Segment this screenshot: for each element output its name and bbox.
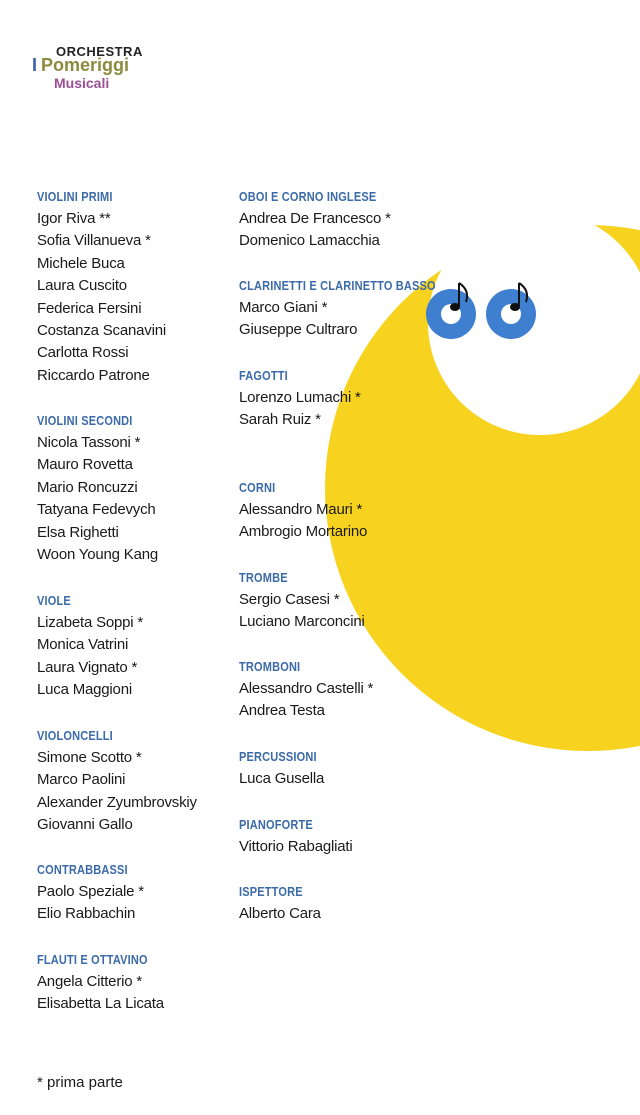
member-name: Nicola Tassoni *	[37, 434, 141, 451]
section-title: PIANOFORTE	[239, 818, 313, 832]
section-viole	[37, 594, 143, 702]
member-name: Angela Citterio *	[37, 973, 142, 990]
section-title: FAGOTTI	[239, 369, 288, 383]
orchestra-logo	[32, 44, 152, 104]
section-title: ISPETTORE	[239, 885, 303, 899]
section-flauti-e-ottavino	[37, 953, 164, 1016]
footnote: * prima parte	[37, 1074, 123, 1091]
section-corni	[239, 481, 367, 544]
section-fagotti	[239, 369, 361, 432]
member-name: Paolo Speziale *	[37, 883, 144, 900]
member-name: Michele Buca	[37, 254, 125, 272]
member-name: Luca Gusella	[239, 770, 325, 787]
member-name: Sergio Casesi *	[239, 591, 340, 608]
member-name: Tatyana Fedevych	[37, 501, 156, 519]
member-name: Riccardo Patrone	[37, 366, 150, 384]
section-violini-secondi	[37, 414, 158, 566]
section-title: TROMBONI	[239, 660, 301, 674]
member-name: Elsa Righetti	[37, 523, 119, 541]
member-name: Lizabeta Soppi *	[37, 614, 144, 631]
member-name: Igor Riva **	[37, 210, 111, 227]
section-tromboni	[239, 660, 373, 723]
member-name: Elisabetta La Licata	[37, 995, 164, 1013]
section-title: CLARINETTI E CLARINETTO BASSO	[239, 279, 436, 293]
member-name: Alessandro Castelli *	[239, 680, 374, 697]
member-name: Sofia Villanueva *	[37, 232, 151, 250]
logo-line-orchestra: ORCHESTRA	[56, 44, 143, 59]
section-violoncelli	[37, 729, 197, 837]
member-name: Costanza Scanavini	[37, 322, 166, 340]
member-name: Simone Scotto *	[37, 749, 142, 766]
section-ispettore	[239, 885, 321, 925]
section-title: VIOLONCELLI	[37, 729, 113, 743]
member-name: Laura Vignato *	[37, 658, 138, 676]
member-name: Luca Maggioni	[37, 681, 132, 699]
section-title: VIOLINI SECONDI	[37, 414, 133, 428]
member-name: Alberto Cara	[239, 905, 321, 922]
member-name: Alexander Zyumbrovskiy	[37, 793, 197, 811]
section-contrabbassi	[37, 863, 144, 926]
member-name: Andrea De Francesco *	[239, 210, 391, 227]
logo-pomeriggi-text: Pomeriggi	[41, 55, 130, 75]
member-name: Marco Giani *	[239, 299, 328, 316]
member-name: Carlotta Rossi	[37, 344, 129, 362]
section-title: VIOLE	[37, 594, 71, 608]
member-name: Marco Paolini	[37, 771, 126, 789]
member-name: Laura Cuscito	[37, 277, 127, 295]
section-oboi-e-corno-inglese	[239, 190, 395, 253]
member-name: Federica Fersini	[37, 299, 142, 317]
member-name: Vittorio Rabagliati	[239, 838, 353, 855]
section-title: PERCUSSIONI	[239, 750, 317, 764]
member-name: Mauro Rovetta	[37, 456, 133, 474]
logo-line-musicali: Musicali	[54, 75, 110, 91]
section-title: VIOLINI PRIMI	[37, 190, 113, 204]
member-name: Woon Young Kang	[37, 546, 159, 564]
member-name: Sarah Ruiz *	[239, 411, 321, 429]
member-name: Giuseppe Cultraro	[239, 321, 358, 339]
member-name: Elio Rabbachin	[37, 905, 136, 923]
section-pianoforte	[239, 818, 353, 858]
section-clarinetti	[239, 279, 463, 342]
member-name: Giovanni Gallo	[37, 816, 133, 834]
logo-bar: I	[32, 55, 38, 75]
member-name: Alessandro Mauri *	[239, 501, 363, 518]
member-name: Luciano Marconcini	[239, 613, 365, 631]
section-title: TROMBE	[239, 571, 288, 585]
logo-line-pomeriggi	[32, 55, 129, 76]
member-name: Andrea Testa	[239, 702, 325, 720]
section-violini-primi	[37, 190, 166, 387]
member-name: Monica Vatrini	[37, 636, 129, 654]
member-name: Ambrogio Mortarino	[239, 523, 368, 541]
section-trombe	[239, 571, 365, 634]
member-name: Lorenzo Lumachi *	[239, 389, 361, 406]
member-name: Domenico Lamacchia	[239, 232, 380, 250]
section-title: CORNI	[239, 481, 276, 495]
section-title: CONTRABBASSI	[37, 863, 128, 877]
section-title: OBOI E CORNO INGLESE	[239, 190, 377, 204]
member-name: Mario Roncuzzi	[37, 478, 138, 496]
section-percussioni	[239, 750, 327, 790]
section-title: FLAUTI E OTTAVINO	[37, 953, 148, 967]
